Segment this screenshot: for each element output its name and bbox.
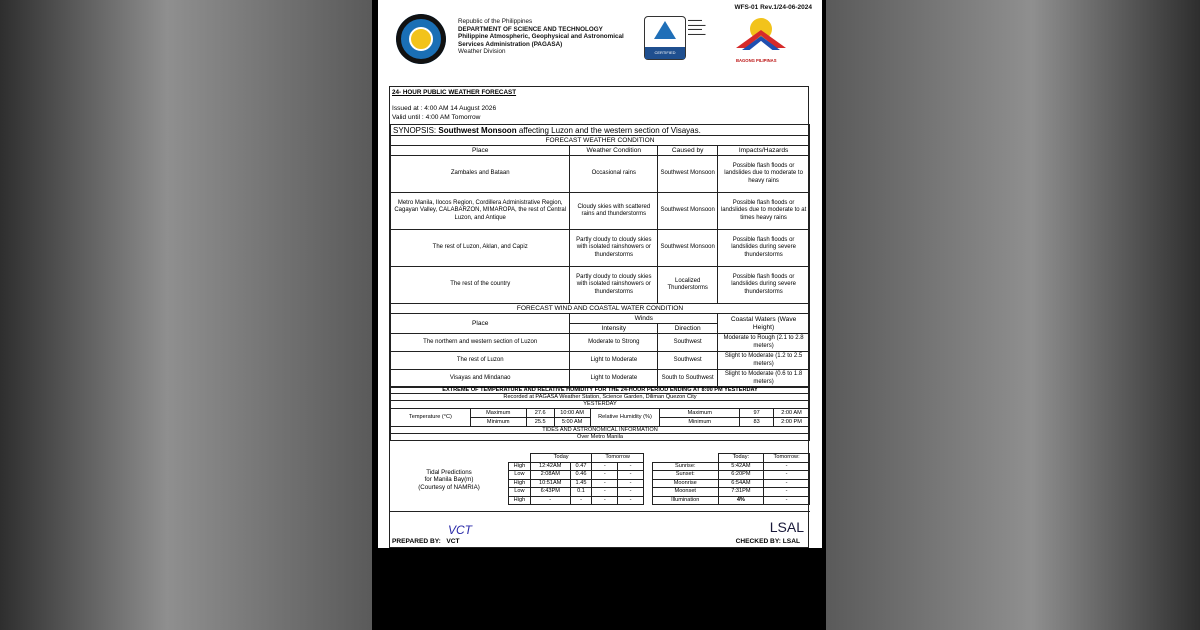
tide-type: Low [509, 488, 531, 497]
tide-tomorrow-height: - [618, 471, 644, 480]
extremes-table [390, 386, 810, 441]
wind-place: Visayas and Mindanao [391, 370, 570, 388]
table-row [509, 479, 644, 488]
table-row [391, 334, 810, 352]
checked-name: LSAL [782, 538, 800, 545]
astro-tomorrow: - [764, 488, 810, 497]
wind-place: The rest of Luzon [391, 352, 570, 370]
checked-signature: LSAL [769, 519, 804, 535]
astro-today-head: Today: [718, 454, 764, 463]
tide-type: Low [509, 471, 531, 480]
wind-coastal: Slight to Moderate (0.6 to 1.8 meters) [718, 370, 810, 388]
tide-tomorrow-height: - [618, 496, 644, 505]
wind-coastal: Moderate to Rough (2.1 to 2.8 meters) [718, 334, 810, 352]
row-place: Metro Manila, Ilocos Region, Cordillera Administrative Region, Cagayan Valley, CALABARZON, MIMAROPA, the rest of Central Luzon, and Antique [391, 193, 570, 230]
wind-place: The northern and western section of Luzon [391, 334, 570, 352]
col-condition: Weather Condition [570, 146, 658, 156]
synopsis-label: SYNOPSIS: [393, 125, 437, 135]
row-condition: Occasional rains [570, 156, 658, 193]
row-cause: Southwest Monsoon [658, 193, 718, 230]
row-cause: Southwest Monsoon [658, 156, 718, 193]
synopsis-system: Southwest Monsoon [438, 125, 517, 135]
extremes-recorded: Recorded at PAGASA Weather Station, Science Garden, Diliman Quezon City [391, 394, 810, 401]
row-impact: Possible flash floods or landslides due to moderate to heavy rains [718, 156, 810, 193]
astro-tomorrow: - [764, 471, 810, 480]
forecast-table [390, 124, 810, 388]
tide-tomorrow-height: - [618, 479, 644, 488]
temp-label: Temperature (°C) [391, 408, 471, 426]
table-row [509, 471, 644, 480]
rh-min-value: 83 [740, 417, 774, 426]
rh-label: Relative Humidity (%) [590, 408, 660, 426]
tide-type: High [509, 479, 531, 488]
temp-max-label: Maximum [470, 408, 526, 417]
temp-min-label: Minimum [470, 417, 526, 426]
astro-tomorrow: - [764, 462, 810, 471]
wind-col-coastal: Coastal Waters (Wave Height) [718, 314, 810, 334]
astro-label: Illumination [653, 496, 719, 505]
synopsis-text: affecting Luzon and the western section of Visayas. [518, 125, 701, 135]
tide-tomorrow-height: - [618, 488, 644, 497]
tide-height: - [570, 496, 592, 505]
row-place: The rest of the country [391, 267, 570, 304]
tidal-label-3: (Courtesy of NAMRIA) [418, 483, 480, 491]
rh-min-time: 2:00 PM [774, 417, 810, 426]
tide-today-head: Today [530, 454, 592, 463]
checked-by [736, 538, 800, 545]
tidal-label-2: for Manila Bay(m) [424, 476, 474, 484]
checked-label: CHECKED BY: [735, 538, 781, 545]
agency-line5: Weather Division [458, 48, 506, 56]
col-place: Place [391, 146, 570, 156]
wind-direction: Southwest [658, 352, 718, 370]
agency-line2: DEPARTMENT OF SCIENCE AND TECHNOLOGY [458, 25, 603, 33]
tide-tomorrow-head: Tomorrow [592, 454, 644, 463]
agency-block [458, 18, 624, 56]
astro-tomorrow: - [764, 479, 810, 488]
tide-type: High [509, 462, 531, 471]
wind-col-direction: Direction [658, 324, 718, 334]
wind-direction: South to Southwest [658, 370, 718, 388]
extremes-heading: EXTREME OF TEMPERATURE AND RELATIVE HUMIDITY FOR THE 24-HOUR PERIOD ENDING AT 8:00 PM YESTERDAY [391, 387, 810, 394]
tide-time: 12:42AM [530, 462, 570, 471]
table-row [653, 479, 810, 488]
temp-min-time: 5:00 AM [554, 417, 590, 426]
forecast-title: 24- HOUR PUBLIC WEATHER FORECAST [392, 89, 517, 96]
tide-tomorrow-time: - [592, 462, 618, 471]
cert-badge-text: CERTIFIED [645, 47, 685, 59]
agency-line4: Services Administration (PAGASA) [458, 40, 563, 48]
table-row [391, 352, 810, 370]
tide-time: 6:43PM [530, 488, 570, 497]
temp-max-time: 10:00 AM [554, 408, 590, 417]
table-row [653, 488, 810, 497]
tide-height: 0.46 [570, 471, 592, 480]
wind-heading: FORECAST WIND AND COASTAL WATER CONDITION [391, 304, 810, 314]
table-row [509, 462, 644, 471]
row-impact: Possible flash floods or landslides during severe thunderstorms [718, 230, 810, 267]
astro-today: 6:54AM [718, 479, 764, 488]
table-row [653, 471, 810, 480]
bagong-pilipinas-text: BAGONG PILIPINAS [736, 58, 777, 63]
row-cause: Southwest Monsoon [658, 230, 718, 267]
temp-max-value: 27.6 [526, 408, 554, 417]
col-impacts: Impacts/Hazards [718, 146, 810, 156]
tuv-details-text: ▬▬▬▬ ▬▬▬▬▬ ▬▬▬▬ ▬▬▬▬▬ [688, 18, 706, 36]
tide-tomorrow-time: - [592, 471, 618, 480]
astro-today: 4% [718, 496, 764, 505]
tide-table [508, 453, 644, 505]
table-row [653, 496, 810, 505]
tide-height: 1.45 [570, 479, 592, 488]
table-row [391, 156, 810, 193]
rh-max-time: 2:00 AM [774, 408, 810, 417]
tide-height: 0.47 [570, 462, 592, 471]
issued-time: Issued at : 4:00 AM 14 August 2026 [392, 105, 497, 112]
tide-time: 10:51AM [530, 479, 570, 488]
agency-line3: Philippine Atmospheric, Geophysical and Astronomical [458, 33, 624, 41]
wind-intensity: Light to Moderate [570, 352, 658, 370]
astro-today: 5:42AM [718, 462, 764, 471]
row-condition: Partly cloudy to cloudy skies with isolated rainshowers or thunderstorms [570, 230, 658, 267]
tide-tomorrow-time: - [592, 496, 618, 505]
valid-until: Valid until : 4:00 AM Tomorrow [392, 114, 481, 121]
row-impact: Possible flash floods or landslides due to moderate to at times heavy rains [718, 193, 810, 230]
prepared-by [392, 538, 460, 545]
wind-col-intensity: Intensity [570, 324, 658, 334]
table-row [391, 267, 810, 304]
row-condition: Cloudy skies with scattered rains and thunderstorms [570, 193, 658, 230]
tide-tomorrow-height: - [618, 462, 644, 471]
wind-col-winds: Winds [570, 314, 718, 324]
temp-min-value: 25.5 [526, 417, 554, 426]
extremes-yesterday: YESTERDAY [391, 401, 810, 408]
astro-today: 6:20PM [718, 471, 764, 480]
wind-intensity: Light to Moderate [570, 370, 658, 388]
tide-height: 0.1 [570, 488, 592, 497]
tidal-label-1: Tidal Predictions [426, 469, 472, 476]
astro-label: Moonrise [653, 479, 719, 488]
table-row [653, 462, 810, 471]
tide-tomorrow-time: - [592, 488, 618, 497]
astro-today: 7:31PM [718, 488, 764, 497]
tuv-certification-logo [644, 16, 686, 60]
rh-max-value: 97 [740, 408, 774, 417]
blurred-background-right [826, 0, 1200, 630]
tides-sub: Over Metro Manila [391, 433, 810, 440]
wind-intensity: Moderate to Strong [570, 334, 658, 352]
col-caused-by: Caused by [658, 146, 718, 156]
tide-time: 2:08AM [530, 471, 570, 480]
agency-line1: Republic of the Philippines [458, 18, 533, 25]
prepared-label: PREPARED BY: [392, 538, 441, 545]
table-row [391, 230, 810, 267]
wind-coastal: Slight to Moderate (1.2 to 2.5 meters) [718, 352, 810, 370]
row-cause: Localized Thunderstorms [658, 267, 718, 304]
letterhead [382, 0, 818, 84]
bagong-pilipinas-logo [736, 16, 786, 54]
wind-direction: Southwest [658, 334, 718, 352]
tides-heading: TIDES AND ASTRONOMICAL INFORMATION [391, 426, 810, 433]
form-code: WFS-01 Rev.1/24-06-2024 [734, 4, 812, 11]
prepared-signature: VCT [448, 523, 472, 537]
wind-col-place: Place [391, 314, 570, 334]
row-condition: Partly cloudy to cloudy skies with isolated rainshowers or thunderstorms [570, 267, 658, 304]
astro-label: Moonset [653, 488, 719, 497]
table-row [391, 370, 810, 388]
table-row [509, 496, 644, 505]
blurred-background-left [0, 0, 372, 630]
rh-min-label: Minimum [660, 417, 740, 426]
row-impact: Possible flash floods or landslides during severe thunderstorms [718, 267, 810, 304]
rh-max-label: Maximum [660, 408, 740, 417]
table-row [391, 193, 810, 230]
forecast-heading: FORECAST WEATHER CONDITION [391, 136, 810, 146]
prepared-name: VCT [446, 538, 460, 545]
tidal-label [400, 469, 498, 491]
synopsis [391, 125, 810, 136]
pagasa-logo [396, 14, 446, 64]
tide-type: High [509, 496, 531, 505]
astro-label: Sunrise: [653, 462, 719, 471]
row-place: Zambales and Bataan [391, 156, 570, 193]
astro-label: Sunset: [653, 471, 719, 480]
astro-table [652, 453, 810, 505]
tide-time: - [530, 496, 570, 505]
row-place: The rest of Luzon, Aklan, and Capiz [391, 230, 570, 267]
astro-tomorrow: - [764, 496, 810, 505]
tides-section [390, 453, 810, 512]
astro-tomorrow-head: Tomorrow: [764, 454, 810, 463]
table-row [509, 488, 644, 497]
tide-tomorrow-time: - [592, 479, 618, 488]
forecast-body [389, 86, 809, 548]
